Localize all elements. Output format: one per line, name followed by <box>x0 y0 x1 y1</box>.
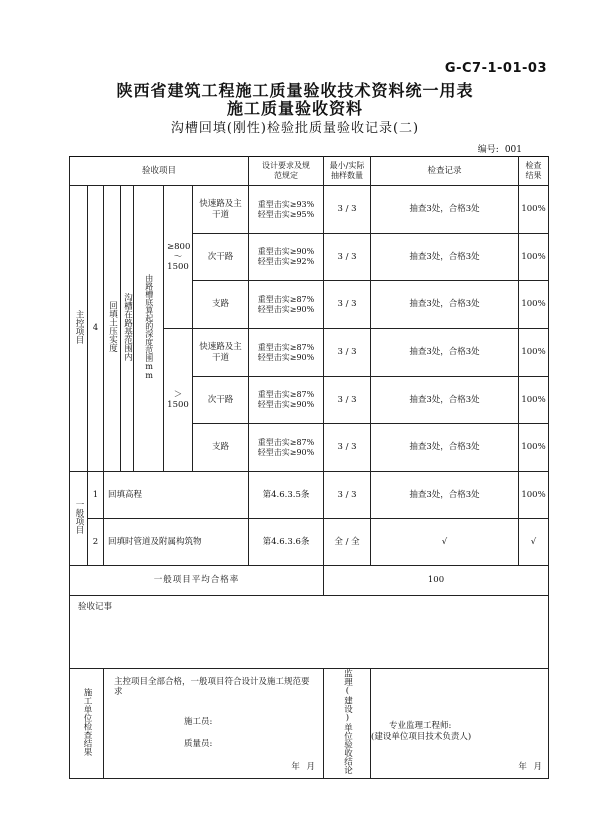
general-item-number: 1 <box>88 472 104 519</box>
depth-range-label: 由路槽底算起的深度范围mm <box>134 186 164 472</box>
sample-count: 3 / 3 <box>324 424 371 472</box>
sample-count: 3 / 3 <box>324 329 371 377</box>
check-result: 100% <box>519 424 549 472</box>
sample-count: 3 / 3 <box>324 472 371 519</box>
title-line-2: 施工质量验收资料 <box>226 99 363 118</box>
sample-count: 全 / 全 <box>324 519 371 566</box>
check-record: 抽查3处，合格3处 <box>371 472 519 519</box>
road-type: 快速路及主干道 <box>193 329 249 377</box>
depth-over-1500: ＞1500 <box>164 329 193 472</box>
check-record: √ <box>371 519 519 566</box>
road-type: 快速路及主干道 <box>193 186 249 234</box>
title-line-1: 陕西省建筑工程施工质量验收技术资料统一用表 <box>116 81 474 100</box>
general-row <box>70 519 549 566</box>
average-label: 一般项目平均合格率 <box>70 566 324 596</box>
sample-count: 3 / 3 <box>324 281 371 329</box>
check-record: 抽查3处，合格3处 <box>371 329 519 377</box>
trench-range-label: 沟槽在路基范围内 <box>121 186 134 472</box>
check-result: 100% <box>519 329 549 377</box>
design-requirement: 重型击实≥87% 轻型击实≥90% <box>249 424 324 472</box>
main-row <box>70 186 549 234</box>
check-record: 抽查3处，合格3处 <box>371 186 519 234</box>
check-result: 100% <box>519 234 549 281</box>
builder-label: 施工员: <box>184 717 213 727</box>
depth-800-1500: ≥800～1500 <box>164 186 193 329</box>
general-row <box>70 472 549 519</box>
form-code: G-C7-1-01-03 <box>444 61 547 76</box>
road-type: 支路 <box>193 424 249 472</box>
construction-date: 年 月 <box>291 761 318 772</box>
sample-count: 3 / 3 <box>324 234 371 281</box>
check-record: 抽查3处，合格3处 <box>371 281 519 329</box>
design-requirement: 重型击实≥87% 轻型击实≥90% <box>249 281 324 329</box>
supervisor-label: 专业监理工程师: <box>389 721 452 731</box>
design-requirement: 重型击实≥87% 轻型击实≥90% <box>249 377 324 424</box>
serial-number <box>472 142 522 155</box>
serial-label: 编号: <box>477 145 499 155</box>
check-result: 100% <box>519 472 549 519</box>
sample-count: 3 / 3 <box>324 186 371 234</box>
check-result: 100% <box>519 281 549 329</box>
general-item-name: 回填高程 <box>104 472 249 519</box>
col-record-header: 检查记录 <box>371 157 519 186</box>
construction-unit-section <box>104 669 324 779</box>
col-sample-header: 最小/实际抽样数量 <box>324 157 371 186</box>
construction-result-text: 主控项目全部合格，一般项目符合设计及施工规范要求 <box>114 677 310 698</box>
general-item-name: 回填时管道及附属构筑物 <box>104 519 249 566</box>
design-requirement: 重型击实≥93% 轻型击实≥95% <box>249 186 324 234</box>
road-type: 支路 <box>193 281 249 329</box>
col-design-header: 设计要求及规范规定 <box>249 157 324 186</box>
compaction-label: 回填土压实度 <box>104 186 121 472</box>
check-record: 抽查3处，合格3处 <box>371 234 519 281</box>
main-item-number: 4 <box>88 186 104 472</box>
col-result-header: 检查结果 <box>519 157 549 186</box>
average-value: 100 <box>324 566 549 596</box>
design-requirement: 重型击实≥87% 轻型击实≥90% <box>249 329 324 377</box>
check-record: 抽查3处，合格3处 <box>371 424 519 472</box>
signature-row <box>70 669 549 779</box>
form-title: 沟槽回填(刚性)检验批质量验收记录(二) <box>170 121 420 136</box>
supervision-unit-label: 监理(建设)单位验收结论 <box>324 669 371 779</box>
check-record: 抽查3处，合格3处 <box>371 377 519 424</box>
main-group-label: 主控项目 <box>70 186 88 472</box>
serial-value: 001 <box>504 145 522 155</box>
header-row <box>70 157 549 186</box>
acceptance-notes: 验收记事 <box>70 596 549 669</box>
supervisor-sublabel: (建设单位项目技术负责人) <box>371 732 472 742</box>
check-result: √ <box>519 519 549 566</box>
general-group-label: 一般项目 <box>70 472 88 566</box>
col-item-header: 验收项目 <box>70 157 249 186</box>
check-result: 100% <box>519 186 549 234</box>
sample-count: 3 / 3 <box>324 377 371 424</box>
check-result: 100% <box>519 377 549 424</box>
road-type: 次干路 <box>193 377 249 424</box>
design-requirement: 第4.6.3.5条 <box>249 472 324 519</box>
quality-label: 质量员: <box>184 739 213 749</box>
road-type: 次干路 <box>193 234 249 281</box>
supervision-unit-section <box>371 669 549 779</box>
supervision-date: 年 月 <box>518 761 545 772</box>
construction-unit-label: 施工单位检查结果 <box>70 669 104 779</box>
design-requirement: 重型击实≥90% 轻型击实≥92% <box>249 234 324 281</box>
average-row <box>70 566 549 596</box>
design-requirement: 第4.6.3.6条 <box>249 519 324 566</box>
notes-row <box>70 596 549 669</box>
inspection-table <box>69 156 549 779</box>
general-item-number: 2 <box>88 519 104 566</box>
